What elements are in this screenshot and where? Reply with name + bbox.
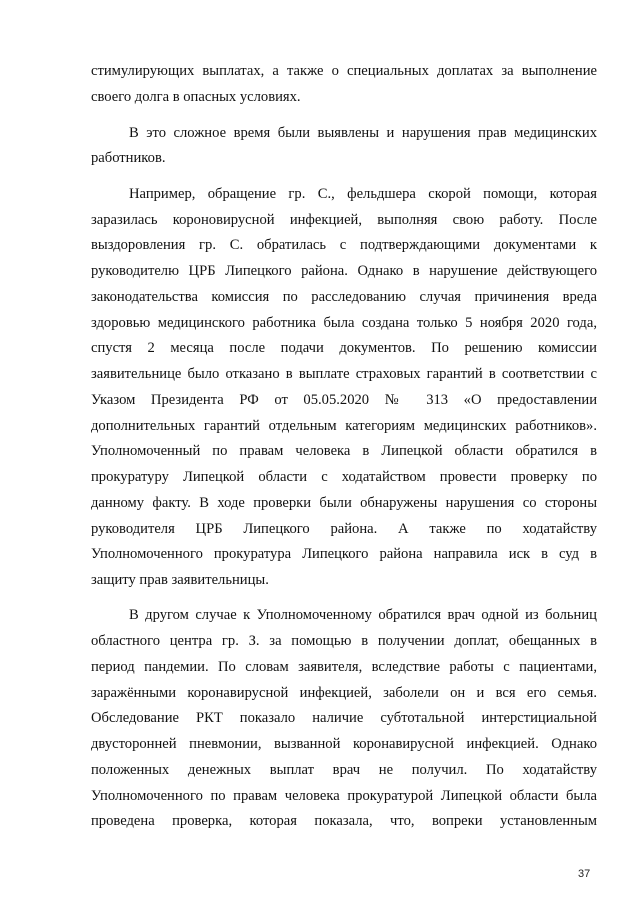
text-line: заражёнными коронавирусной инфекцией, заболели он и вся его семья. xyxy=(91,685,597,701)
text-line: работников. xyxy=(91,150,166,166)
text-line: выздоровления гр. С. обратилась с подтверждающими документами к xyxy=(91,237,597,253)
text-line: защиту прав заявительницы. xyxy=(91,572,269,588)
text-line: Уполномоченного по правам человека прокуратурой Липецкой области была xyxy=(91,788,597,804)
text-line: Например, обращение гр. С., фельдшера скорой помощи, которая xyxy=(129,186,597,202)
text-line: областного центра гр. З. за помощью в получении доплат, обещанных в xyxy=(91,633,597,649)
text-line: Уполномоченный по правам человека в Липецкой области обратился в xyxy=(91,443,597,459)
text-line: заявительнице было отказано в выплате страховых гарантий в соответствии с xyxy=(91,366,597,382)
text-line: здоровью медицинского работника была создана только 5 ноября 2020 года, xyxy=(91,315,597,331)
text-line: В это сложное время были выявлены и нарушения прав медицинских xyxy=(129,125,597,141)
text-line: руководителя ЦРБ Липецкого района. А также по ходатайству xyxy=(91,521,597,537)
text-line: положенных денежных выплат врач не получил. По ходатайству xyxy=(91,762,597,778)
text-line: прокуратуру Липецкой области с ходатайством провести проверку по xyxy=(91,469,597,485)
text-line: период пандемии. По словам заявителя, вследствие работы с пациентами, xyxy=(91,659,597,675)
text-line: законодательства комиссия по расследованию случая причинения вреда xyxy=(91,289,597,305)
text-line: двусторонней пневмонии, вызванной коронавирусной инфекцией. Однако xyxy=(91,736,597,752)
text-line: данному факту. В ходе проверки были обнаружены нарушения со стороны xyxy=(91,495,597,511)
text-line: своего долга в опасных условиях. xyxy=(91,89,301,105)
text-line: Уполномоченного прокуратура Липецкого района направила иск в суд в xyxy=(91,546,597,562)
page-number: 37 xyxy=(578,868,591,880)
text-line: спустя 2 месяца после подачи документов. По решению комиссии xyxy=(91,340,597,356)
text-line: Указом Президента РФ от 05.05.2020 № 313 «О предоставлении xyxy=(91,392,597,408)
text-line: Обследование РКТ показало наличие субтотальной интерстициальной xyxy=(91,710,597,726)
text-line: проведена проверка, которая показала, что, вопреки установленным xyxy=(91,813,597,829)
text-line: руководителю ЦРБ Липецкого района. Однако в нарушение действующего xyxy=(91,263,597,279)
text-line: заразилась короновирусной инфекцией, выполняя свою работу. После xyxy=(91,212,597,228)
text-line: дополнительных гарантий отдельным категориям медицинских работников». xyxy=(91,418,597,434)
text-line: стимулирующих выплатах, а также о специальных доплатах за выполнение xyxy=(91,63,597,79)
text-line: В другом случае к Уполномоченному обратился врач одной из больниц xyxy=(129,607,597,623)
